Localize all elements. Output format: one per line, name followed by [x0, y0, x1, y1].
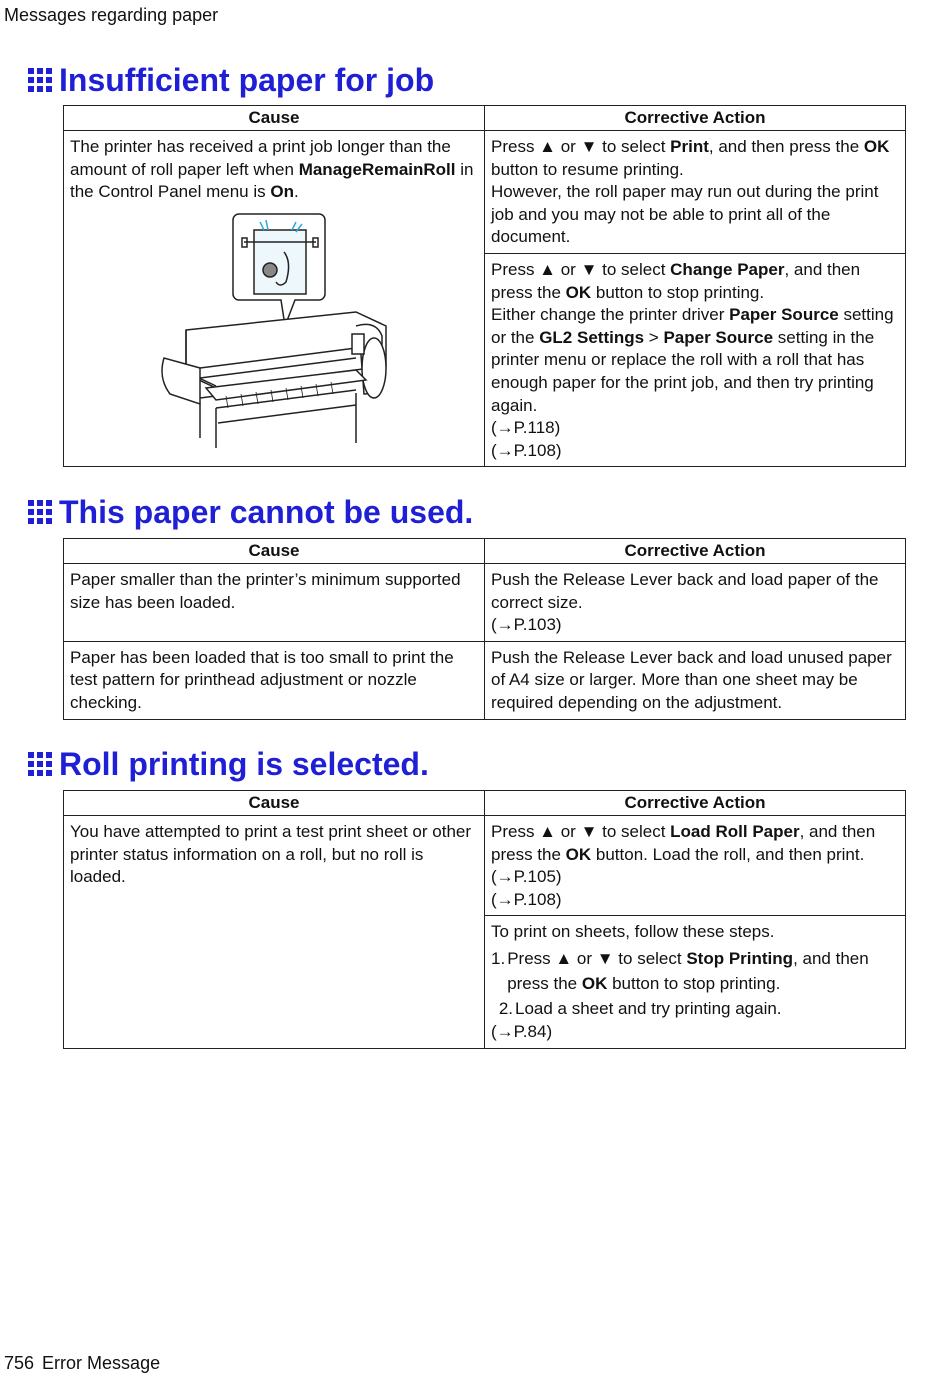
action-text: Press ▲ or ▼ to select	[491, 259, 671, 279]
section-title-roll-printing-selected	[28, 746, 429, 783]
action-text: setting in the printer menu or replace the roll with a roll that has enough paper for the print job, and then try printing again.	[491, 327, 875, 415]
action-text: button to stop printing.	[591, 282, 765, 302]
page-reference-link[interactable]: (→P.84)	[491, 1021, 553, 1041]
action-text: button to resume printing.	[491, 159, 684, 179]
page-reference-link[interactable]: (→P.108)	[491, 889, 562, 909]
steps-list	[491, 946, 899, 1021]
action-text: setting or the	[491, 305, 894, 347]
section-title-text: Insufficient paper for job	[59, 62, 435, 98]
manage-remain-roll-term: ManageRemainRoll	[298, 159, 456, 179]
ok-term: OK	[581, 973, 608, 993]
action-text: Press ▲ or ▼ to select	[491, 137, 671, 156]
action-text: , and then press the	[491, 822, 876, 864]
section-title-insufficient-paper	[28, 62, 434, 99]
action-text: , and then press the	[708, 137, 864, 156]
cause-header: Cause	[64, 106, 485, 131]
action-text: However, the roll paper may run out during the print job and you may not be able to print all of the document.	[491, 182, 879, 247]
cause-cell: Paper has been loaded that is too small to print the test pattern for printhead adjustment or nozzle checking.	[64, 641, 485, 719]
action-header: Corrective Action	[485, 791, 906, 816]
page-header: Messages regarding paper	[4, 5, 219, 25]
action-text: button to stop printing.	[607, 973, 781, 993]
ok-term: OK	[863, 137, 890, 156]
cause-cell: Paper smaller than the printer’s minimum supported size has been loaded.	[64, 564, 485, 642]
page-reference-link[interactable]: (→P.105)	[491, 867, 562, 887]
section-title-paper-cannot-be-used	[28, 494, 473, 531]
action-text: button. Load the roll, and then print.	[591, 844, 865, 864]
cause-cell	[64, 131, 485, 467]
footer-label: Error Message	[42, 1353, 161, 1373]
paper-source-term: Paper Source	[663, 327, 774, 347]
step-text	[507, 946, 899, 996]
cause-text: .	[293, 182, 299, 202]
load-roll-paper-term: Load Roll Paper	[670, 822, 800, 841]
cause-header: Cause	[64, 791, 485, 816]
change-paper-term: Change Paper	[670, 259, 785, 279]
cause-text: in the Control Panel menu is	[70, 159, 474, 202]
insufficient-paper-table	[63, 105, 906, 467]
action-cell-print	[485, 131, 906, 254]
grid-icon	[28, 500, 53, 525]
step-item	[491, 996, 899, 1021]
page-reference-link[interactable]: (→P.118)	[491, 418, 561, 438]
print-term: Print	[670, 137, 709, 156]
on-term: On	[270, 182, 294, 202]
gl2-settings-term: GL2 Settings	[539, 327, 645, 347]
grid-icon	[28, 68, 53, 93]
action-text: >	[644, 327, 664, 347]
action-cell	[485, 564, 906, 642]
page-number: 756	[4, 1353, 35, 1373]
printer-illustration	[156, 208, 396, 453]
action-cell-change-paper	[485, 253, 906, 466]
action-cell-load-roll	[485, 816, 906, 916]
roll-printing-table	[63, 790, 906, 1049]
paper-cannot-be-used-table	[63, 538, 906, 720]
step-number: 2.	[498, 998, 513, 1018]
cause-text: The printer has received a print job longer than the amount of roll paper left when	[70, 137, 451, 179]
step-item	[491, 946, 899, 996]
action-text: , and then press the	[491, 259, 861, 302]
stop-printing-term: Stop Printing	[686, 948, 794, 968]
action-text: Press ▲ or ▼ to select	[491, 822, 671, 841]
grid-icon	[28, 752, 53, 777]
action-text: Press ▲ or ▼ to select	[507, 948, 687, 968]
page-footer	[4, 1353, 160, 1374]
action-text: To print on sheets, follow these steps.	[491, 922, 775, 942]
step-number: 1.	[491, 948, 506, 968]
action-text: , and then press the	[507, 948, 869, 993]
section-title-text: Roll printing is selected.	[59, 746, 429, 782]
action-text: Push the Release Lever back and load paper of the correct size.	[491, 570, 879, 612]
page-reference-link[interactable]: (→P.103)	[491, 615, 562, 635]
page-reference-link[interactable]: (→P.108)	[491, 440, 562, 460]
action-header: Corrective Action	[485, 539, 906, 564]
cause-cell: You have attempted to print a test print sheet or other printer status information on a roll, but no roll is loaded.	[64, 816, 485, 1049]
cause-header: Cause	[64, 539, 485, 564]
action-text: Either change the printer driver	[491, 305, 730, 325]
step-text: Load a sheet and try printing again.	[515, 998, 782, 1018]
paper-source-term: Paper Source	[729, 305, 839, 325]
ok-term: OK	[565, 844, 592, 864]
action-cell-print-on-sheets	[485, 916, 906, 1048]
section-title-text: This paper cannot be used.	[59, 494, 474, 530]
action-header: Corrective Action	[485, 106, 906, 131]
action-cell: Push the Release Lever back and load unused paper of A4 size or larger. More than one sheet may be required depending on the adjustment.	[485, 641, 906, 719]
ok-term: OK	[565, 282, 592, 302]
